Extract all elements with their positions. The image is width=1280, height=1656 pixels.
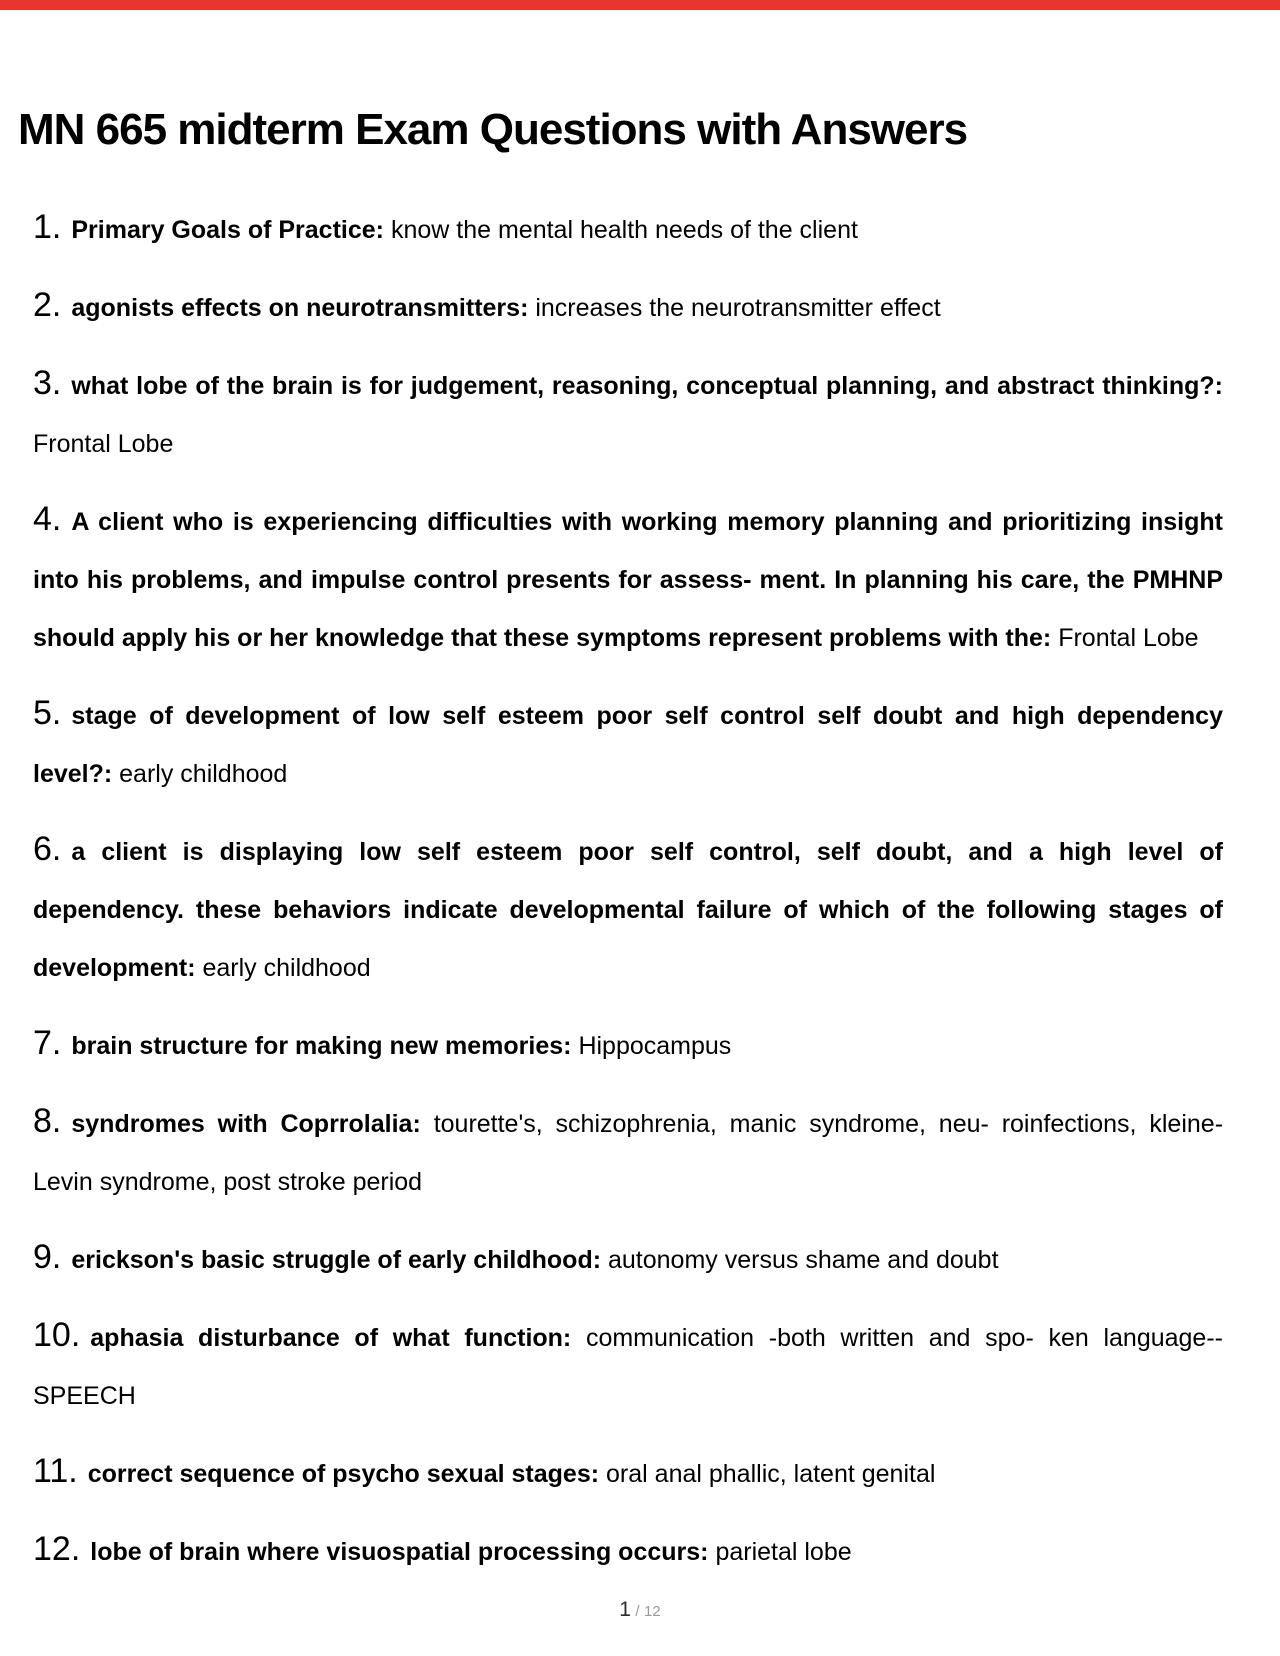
question-text: syndromes with Coprrolalia: — [71, 1110, 421, 1138]
question-number: 3. — [33, 364, 62, 402]
answer-text: know the mental health needs of the client — [390, 216, 858, 244]
question-number: 8. — [33, 1102, 62, 1140]
question-number: 5. — [33, 694, 62, 732]
question-text: stage of development of low self esteem poor self control self doubt and high dependency level?: — [33, 702, 1223, 788]
question-number: 12. — [33, 1530, 81, 1568]
question-text: aphasia disturbance of what function: — [90, 1324, 572, 1352]
answer-text: communication -both written and spo- ken language-- SPEECH — [33, 1324, 1223, 1410]
question-text: erickson's basic struggle of early childhood: — [71, 1246, 602, 1274]
qa-item-8 — [33, 1092, 1223, 1211]
answer-text: Frontal Lobe — [1058, 624, 1199, 652]
question-number: 6. — [33, 830, 62, 868]
qa-item-2 — [33, 276, 1223, 337]
answer-text: tourette's, schizophrenia, manic syndrome, neu- roinfections, kleine-Levin syndrome, post stroke period — [33, 1110, 1224, 1196]
page-separator: / — [635, 1603, 640, 1620]
qa-item-6 — [33, 820, 1223, 997]
question-number: 7. — [33, 1024, 62, 1062]
answer-text: Hippocampus — [578, 1032, 732, 1060]
question-text: agonists effects on neurotransmitters: — [71, 294, 529, 322]
question-text: brain structure for making new memories: — [71, 1032, 572, 1060]
qa-item-10 — [33, 1306, 1223, 1425]
total-pages: 12 — [644, 1603, 661, 1620]
question-list — [33, 198, 1223, 1581]
question-text: A client who is experiencing difficulties with working memory planning and prioritizing insight into his problems, and impulse control presents for assess- ment. In planning his care, the PMHNP should apply his or her knowledge that these symptoms represent problems with the: — [33, 508, 1223, 652]
top-accent-bar — [0, 0, 1280, 10]
question-number: 11. — [33, 1452, 78, 1490]
answer-text: oral anal phallic, latent genital — [606, 1460, 936, 1488]
answer-text: Frontal Lobe — [33, 430, 174, 458]
answer-text: autonomy versus shame and doubt — [608, 1246, 999, 1274]
answer-text: parietal lobe — [715, 1538, 852, 1566]
qa-item-7 — [33, 1014, 1223, 1075]
answer-text: early childhood — [202, 954, 371, 982]
answer-text: early childhood — [119, 760, 288, 788]
question-number: 9. — [33, 1238, 62, 1276]
page-indicator — [0, 1598, 1280, 1622]
qa-item-1 — [33, 198, 1223, 259]
question-number: 1. — [33, 208, 62, 246]
question-number: 10. — [33, 1316, 81, 1354]
qa-item-4 — [33, 490, 1223, 667]
question-text: correct sequence of psycho sexual stages: — [87, 1460, 600, 1488]
current-page-number: 1 — [619, 1598, 631, 1621]
page-title: MN 665 midterm Exam Questions with Answers — [18, 105, 968, 154]
question-text: Primary Goals of Practice: — [71, 216, 384, 244]
question-number: 4. — [33, 500, 62, 538]
question-text: lobe of brain where visuospatial processing occurs: — [90, 1538, 709, 1566]
qa-item-11 — [33, 1442, 1223, 1503]
qa-item-3 — [33, 354, 1223, 473]
question-text: what lobe of the brain is for judgement, reasoning, conceptual planning, and abstract thinking?: — [71, 372, 1223, 400]
qa-item-9 — [33, 1228, 1223, 1289]
qa-item-5 — [33, 684, 1223, 803]
answer-text: increases the neurotransmitter effect — [535, 294, 941, 322]
question-number: 2. — [33, 286, 62, 324]
qa-item-12 — [33, 1520, 1223, 1581]
question-text: a client is displaying low self esteem poor self control, self doubt, and a high level of dependency. these behaviors indicate developmental failure of which of the following stages of development: — [33, 838, 1223, 982]
